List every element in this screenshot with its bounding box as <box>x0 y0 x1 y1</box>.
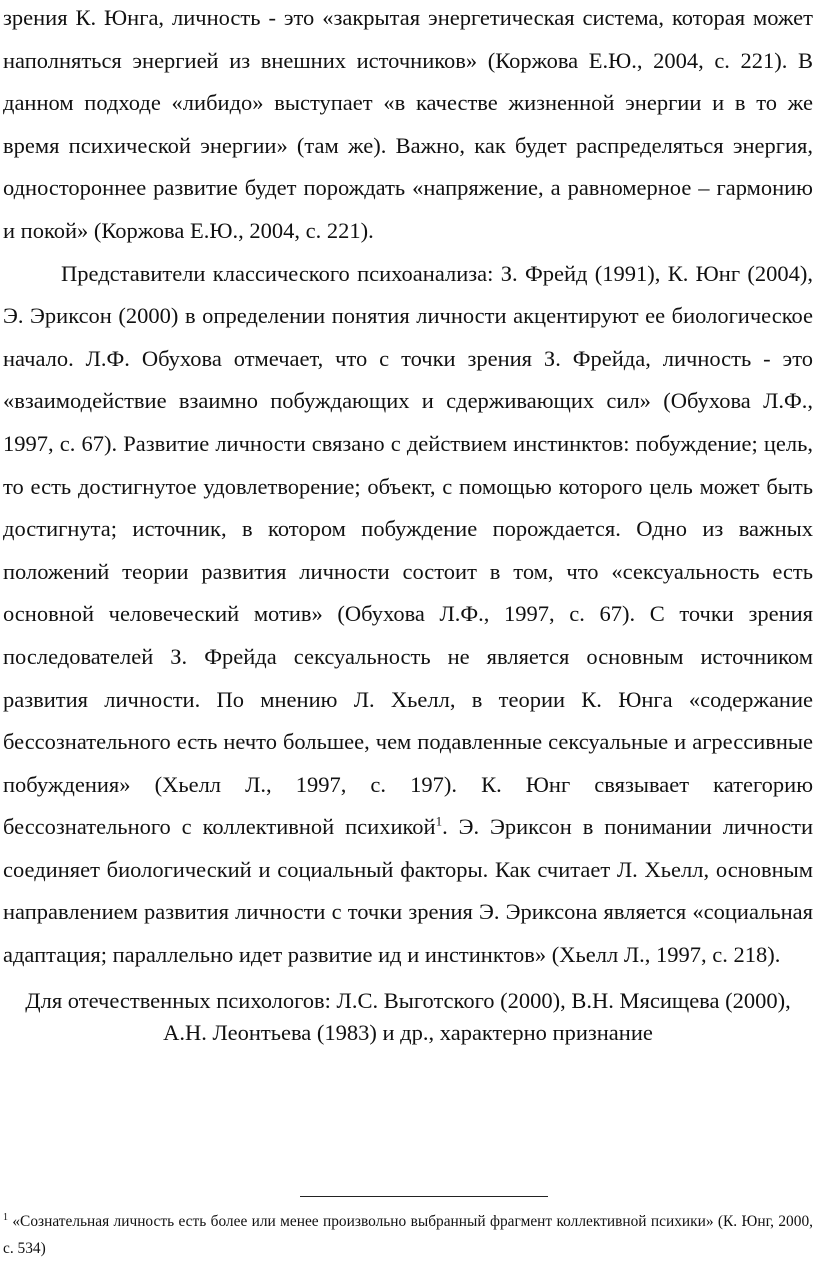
footnote-text: «Сознательная личность есть более или менее произвольно выбранный фрагмент коллективной психики» (К. Юнг, 2000, с. 534) <box>3 1213 813 1257</box>
paragraph-2-text-after-note: . Э. Эриксон в понимании личности соединяет биологический и социальный факторы. Как считает Л. Хьелл, основным направлением развития личности с точки зрения Э. Эриксона является «социальная адаптация; параллельно идет развитие ид и инстинктов» (Хьелл Л., 1997, с. 218). <box>3 814 813 968</box>
document-page <box>3 0 813 1049</box>
paragraph-3-centered <box>3 985 813 1049</box>
footnote-reference[interactable]: 1 <box>435 813 443 829</box>
paragraph-2-text-before-note: Представители классического психоанализа: З. Фрейд (1991), К. Юнг (2004), Э. Эриксон (2000) в определении понятия личности акцентируют ее биологическое начало. Л.Ф. Обухова отмечает, что с точки зрения З. Фрейда, личность - это «взаимодействие взаимно побуждающих и сдерживающих сил» (Обухова Л.Ф., 1997, с. 67). Развитие личности связано с действием инстинктов: побуждение; цель, то есть достигнутое удовлетворение; объект, с помощью которого цель может быть достигнута; источник, в котором побуждение порождается. Одно из важных положений теории развития личности состоит в том, что «сексуальность есть основной человеческий мотив» (Обухова Л.Ф., 1997, с. 67). С точки зрения последователей З. Фрейда сексуальность не является основным источником развития личности. По мнению Л. Хьелл, в теории К. Юнга «содержание бессознательного есть нечто большее, чем подавленные сексуальные и агрессивные побуждения» (Хьелл Л., 1997, с. 197). К. Юнг связывает категорию бессознательного с коллективной психикой <box>3 260 813 840</box>
paragraph-1 <box>3 0 813 253</box>
footnote-separator <box>300 1196 548 1197</box>
footnote <box>3 1208 813 1262</box>
paragraph-1-text: зрения К. Юнга, личность - это «закрытая энергетическая система, которая может наполняться энергией из внешних источников» (Коржова Е.Ю., 2004, с. 221). В данном подходе «либидо» выступает «в качестве жизненной энергии и в то же время психической энергии» (там же). Важно, как будет распределяться энергия, одностороннее развитие будет порождать «напряжение, а равномерное – гармонию и покой» (Коржова Е.Ю., 2004, с. 221). <box>3 5 813 243</box>
paragraph-3-text: Для отечественных психологов: Л.С. Выготского (2000), В.Н. Мясищева (2000), А.Н. Леонтьева (1983) и др., характерно признание <box>25 987 791 1045</box>
paragraph-2 <box>3 253 813 977</box>
footnote-mark: 1 <box>3 1211 8 1223</box>
